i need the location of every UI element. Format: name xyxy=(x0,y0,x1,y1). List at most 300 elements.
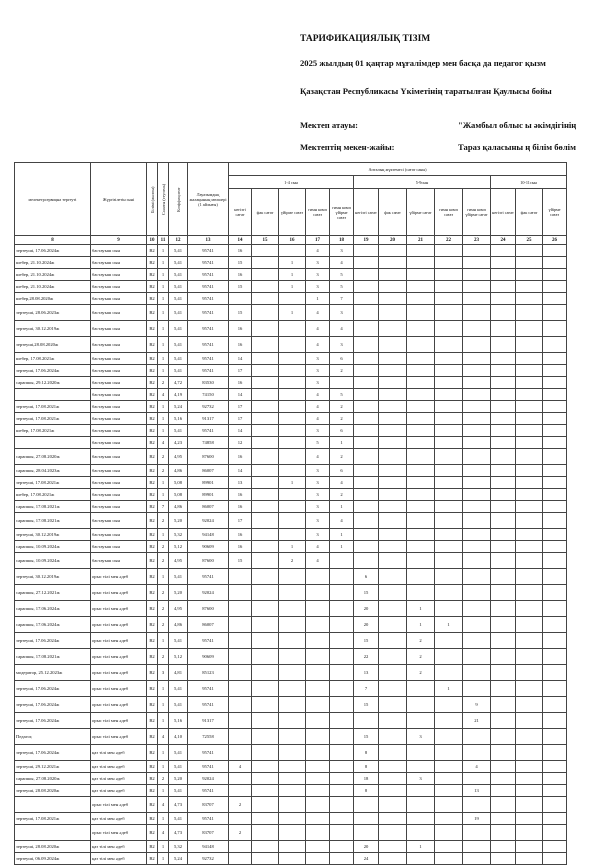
table-cell xyxy=(379,321,407,337)
table-cell: 5 xyxy=(330,389,354,401)
table-cell: 4,81 xyxy=(169,665,188,681)
table-cell xyxy=(491,601,516,617)
table-cell: 91317 xyxy=(188,713,229,729)
table-cell: 2 xyxy=(158,465,169,477)
table-cell xyxy=(463,321,491,337)
table-cell: 20 xyxy=(354,601,379,617)
table-cell xyxy=(354,437,379,449)
table-cell xyxy=(516,665,543,681)
table-cell xyxy=(354,825,379,841)
table-cell xyxy=(463,529,491,541)
table-cell: 7 xyxy=(158,501,169,513)
table-cell xyxy=(330,697,354,713)
table-cell xyxy=(252,257,279,269)
table-cell xyxy=(279,365,306,377)
table-cell xyxy=(379,365,407,377)
table-cell: бастауыш сын xyxy=(91,305,147,321)
col-header-salary: Лауазымдық жалақының мөлшері (1 айлығы) xyxy=(188,163,229,236)
table-row xyxy=(15,681,567,697)
table-cell: 15 xyxy=(354,697,379,713)
table-cell: 2 xyxy=(330,449,354,465)
table-cell: бастауыш сын xyxy=(91,353,147,365)
table-cell xyxy=(229,617,252,633)
table-cell xyxy=(435,437,463,449)
table-cell xyxy=(229,601,252,617)
table-cell xyxy=(306,649,330,665)
table-cell xyxy=(279,601,306,617)
table-cell xyxy=(543,853,567,865)
table-cell: 8 xyxy=(354,785,379,797)
column-number-row xyxy=(15,236,567,245)
table-cell: 1 xyxy=(158,337,169,353)
table-cell xyxy=(379,401,407,413)
table-cell xyxy=(306,745,330,761)
table-cell xyxy=(407,797,435,813)
table-cell xyxy=(354,553,379,569)
table-cell: 5,41 xyxy=(169,813,188,825)
table-cell xyxy=(252,413,279,425)
table-cell: 15 xyxy=(354,633,379,649)
table-cell: 7 xyxy=(330,293,354,305)
table-cell: қаз тілі мен әдеб xyxy=(91,813,147,825)
table-cell: 1 xyxy=(158,365,169,377)
table-cell xyxy=(379,513,407,529)
table-cell xyxy=(543,501,567,513)
table-cell xyxy=(252,541,279,553)
table-cell: 1 xyxy=(279,257,306,269)
table-cell: 89901 xyxy=(188,477,229,489)
table-cell xyxy=(435,321,463,337)
table-cell: 95741 xyxy=(188,681,229,697)
table-cell xyxy=(491,337,516,353)
table-cell: 3 xyxy=(158,665,169,681)
table-cell xyxy=(252,245,279,257)
table-cell: 17 xyxy=(229,401,252,413)
table-cell xyxy=(229,569,252,585)
col-header-subject: Жүргізілетін пәні xyxy=(91,163,147,236)
table-row xyxy=(15,401,567,413)
table-cell: бастауыш сын xyxy=(91,437,147,449)
table-cell xyxy=(330,797,354,813)
table-cell xyxy=(379,633,407,649)
table-cell: 14 xyxy=(229,389,252,401)
table-cell xyxy=(491,513,516,529)
table-cell: 85123 xyxy=(188,665,229,681)
table-cell: 4 xyxy=(158,825,169,841)
table-cell: 16 xyxy=(229,449,252,465)
table-cell xyxy=(516,785,543,797)
table-cell: 1 xyxy=(279,281,306,293)
table-cell: 20 xyxy=(354,617,379,633)
table-cell xyxy=(306,761,330,773)
table-cell xyxy=(354,353,379,365)
table-cell: 5,41 xyxy=(169,257,188,269)
table-cell xyxy=(435,797,463,813)
table-cell xyxy=(435,541,463,553)
table-cell: В2 xyxy=(147,413,158,425)
table-cell: В2 xyxy=(147,665,158,681)
table-cell: 13 xyxy=(463,785,491,797)
table-cell xyxy=(516,437,543,449)
table-cell xyxy=(463,841,491,853)
table-cell: зертеуші, 30.12.2019ж xyxy=(15,321,91,337)
table-row xyxy=(15,321,567,337)
table-cell: В2 xyxy=(147,353,158,365)
table-row xyxy=(15,365,567,377)
table-cell: зертеуші, 30.12.2019ж xyxy=(15,529,91,541)
table-cell: зертеуші, 17.06.2024ж xyxy=(15,745,91,761)
table-cell: 4 xyxy=(158,797,169,813)
table-cell xyxy=(463,601,491,617)
table-cell xyxy=(330,569,354,585)
table-cell xyxy=(252,813,279,825)
table-cell: 5,41 xyxy=(169,633,188,649)
table-row xyxy=(15,841,567,853)
table-cell: зертеуші, 17.08.2021ж xyxy=(15,401,91,413)
table-cell xyxy=(407,697,435,713)
table-cell: 1 xyxy=(158,745,169,761)
table-cell xyxy=(279,585,306,601)
table-row xyxy=(15,337,567,353)
table-cell xyxy=(543,697,567,713)
table-cell: 4 xyxy=(158,389,169,401)
table-cell: 4 xyxy=(306,321,330,337)
table-cell: 1 xyxy=(158,761,169,773)
table-cell: 4 xyxy=(158,437,169,449)
table-cell xyxy=(252,797,279,813)
table-cell xyxy=(491,401,516,413)
table-cell xyxy=(435,745,463,761)
table-cell xyxy=(516,465,543,477)
table-cell xyxy=(330,729,354,745)
table-cell xyxy=(279,697,306,713)
table-cell xyxy=(407,449,435,465)
table-cell xyxy=(543,489,567,501)
table-cell xyxy=(252,281,279,293)
table-cell xyxy=(435,713,463,729)
table-cell: В2 xyxy=(147,449,158,465)
table-cell xyxy=(330,761,354,773)
table-cell xyxy=(252,729,279,745)
table-cell: бастауыш сын xyxy=(91,377,147,389)
table-cell: орыс тілі мен әдеб xyxy=(91,569,147,585)
table-cell xyxy=(407,269,435,281)
table-cell: орыс тілі мен әдеб xyxy=(91,601,147,617)
table-cell xyxy=(463,257,491,269)
table-cell xyxy=(354,713,379,729)
table-row xyxy=(15,529,567,541)
table-body xyxy=(15,163,567,865)
table-cell xyxy=(543,601,567,617)
table-cell: орыс тілі мен әдеб xyxy=(91,585,147,601)
table-cell xyxy=(252,377,279,389)
table-cell: зертеуші, 17.06.2024ж xyxy=(15,365,91,377)
table-cell: 72558 xyxy=(188,729,229,745)
table-cell: 1 xyxy=(158,353,169,365)
table-cell xyxy=(516,413,543,425)
table-cell: 2 xyxy=(158,601,169,617)
table-cell: В2 xyxy=(147,633,158,649)
table-cell xyxy=(435,569,463,585)
table-cell xyxy=(516,541,543,553)
table-row xyxy=(15,697,567,713)
table-cell xyxy=(543,541,567,553)
table-cell xyxy=(543,257,567,269)
table-cell: сарапшы, 27.08.2020ж xyxy=(15,449,91,465)
table-cell: 15 xyxy=(354,585,379,601)
table-cell xyxy=(379,585,407,601)
table-cell xyxy=(379,813,407,825)
table-row xyxy=(15,553,567,569)
table-cell: В2 xyxy=(147,477,158,489)
table-cell: 14 xyxy=(229,465,252,477)
table-cell xyxy=(354,425,379,437)
table-cell xyxy=(379,281,407,293)
table-cell xyxy=(516,761,543,773)
table-cell: 1 xyxy=(158,269,169,281)
table-cell xyxy=(252,389,279,401)
table-cell xyxy=(463,825,491,841)
table-cell xyxy=(435,305,463,321)
table-cell xyxy=(435,389,463,401)
table-cell xyxy=(379,745,407,761)
table-cell: 2 xyxy=(407,649,435,665)
column-number: 12 xyxy=(169,236,188,245)
table-row xyxy=(15,601,567,617)
table-cell xyxy=(330,553,354,569)
table-cell: 3 xyxy=(306,465,330,477)
table-cell: В2 xyxy=(147,337,158,353)
table-cell xyxy=(252,853,279,865)
column-number: 24 xyxy=(491,236,516,245)
table-cell xyxy=(463,617,491,633)
table-cell: 2 xyxy=(158,377,169,389)
table-cell: 16 xyxy=(229,245,252,257)
table-cell xyxy=(491,729,516,745)
table-cell: 4 xyxy=(306,245,330,257)
table-cell: 86007 xyxy=(188,617,229,633)
table-cell: 3 xyxy=(306,501,330,513)
table-cell: 1 xyxy=(407,601,435,617)
table-row xyxy=(15,293,567,305)
table-cell: 15 xyxy=(229,553,252,569)
table-cell xyxy=(407,853,435,865)
table-cell xyxy=(435,697,463,713)
table-cell: 1 xyxy=(158,489,169,501)
table-cell xyxy=(543,729,567,745)
table-cell: 95741 xyxy=(188,245,229,257)
table-cell xyxy=(354,305,379,321)
table-cell xyxy=(543,841,567,853)
table-cell xyxy=(407,437,435,449)
table-cell: В2 xyxy=(147,649,158,665)
table-cell xyxy=(491,585,516,601)
table-cell: 17 xyxy=(229,365,252,377)
table-cell: В2 xyxy=(147,489,158,501)
table-cell: 95741 xyxy=(188,293,229,305)
table-cell xyxy=(379,269,407,281)
table-cell xyxy=(252,713,279,729)
table-cell: бастауыш сын xyxy=(91,477,147,489)
table-cell xyxy=(279,853,306,865)
table-cell: 14 xyxy=(229,353,252,365)
table-cell: 4,95 xyxy=(169,449,188,465)
sub-header-norm: негізгі сағат xyxy=(354,189,379,236)
table-cell xyxy=(463,337,491,353)
table-cell: сарапшы, 17.08.2021ж xyxy=(15,501,91,513)
table-cell: зертеуші, 28.08.2020ж xyxy=(15,785,91,797)
table-cell: 90609 xyxy=(188,541,229,553)
table-cell xyxy=(330,841,354,853)
sub-header-gim2: гимн комп үйірме сағат xyxy=(330,189,354,236)
table-cell xyxy=(229,633,252,649)
table-cell xyxy=(330,633,354,649)
table-cell: В2 xyxy=(147,529,158,541)
table-cell: 83707 xyxy=(188,825,229,841)
table-cell xyxy=(491,425,516,437)
column-number: 16 xyxy=(279,236,306,245)
table-cell: 5,41 xyxy=(169,305,188,321)
sub-header-norm: негізгі сағат xyxy=(229,189,252,236)
table-cell: 19 xyxy=(463,813,491,825)
table-cell xyxy=(491,321,516,337)
table-cell: 1 xyxy=(279,477,306,489)
table-cell xyxy=(279,773,306,785)
table-cell xyxy=(463,745,491,761)
table-cell xyxy=(252,785,279,797)
table-cell: орыс тілі мен әдеб xyxy=(91,681,147,697)
table-cell: 5,20 xyxy=(169,585,188,601)
table-cell xyxy=(543,365,567,377)
table-cell xyxy=(491,825,516,841)
table-cell xyxy=(516,425,543,437)
table-cell: 95741 xyxy=(188,257,229,269)
table-cell xyxy=(435,841,463,853)
table-cell xyxy=(306,585,330,601)
table-cell xyxy=(407,425,435,437)
table-cell: 2 xyxy=(158,585,169,601)
table-cell xyxy=(306,617,330,633)
table-cell xyxy=(279,841,306,853)
table-cell xyxy=(491,541,516,553)
table-cell xyxy=(407,465,435,477)
table-cell: В2 xyxy=(147,401,158,413)
table-cell xyxy=(543,401,567,413)
table-cell: 3 xyxy=(330,305,354,321)
table-cell xyxy=(306,813,330,825)
table-cell xyxy=(516,401,543,413)
table-row xyxy=(15,501,567,513)
table-cell xyxy=(379,541,407,553)
table-cell xyxy=(491,553,516,569)
table-cell: зертеуші, 17.06.2024ж xyxy=(15,681,91,697)
table-cell: 95741 xyxy=(188,321,229,337)
table-row xyxy=(15,541,567,553)
table-cell xyxy=(379,761,407,773)
table-cell: 5,24 xyxy=(169,853,188,865)
table-cell: 95741 xyxy=(188,813,229,825)
table-row xyxy=(15,489,567,501)
table-cell: 16 xyxy=(229,337,252,353)
table-cell: орыс тілі мен әдеб xyxy=(91,649,147,665)
table-cell xyxy=(279,665,306,681)
table-cell xyxy=(330,377,354,389)
table-cell: 5,24 xyxy=(169,401,188,413)
table-cell: В2 xyxy=(147,281,158,293)
table-cell: 1 xyxy=(158,425,169,437)
table-cell xyxy=(543,529,567,541)
table-cell: 1 xyxy=(330,541,354,553)
table-cell: 8 xyxy=(354,745,379,761)
table-cell xyxy=(407,681,435,697)
table-cell: 3 xyxy=(306,365,330,377)
table-cell xyxy=(330,681,354,697)
table-cell: сарапшы, 27.08.2020ж xyxy=(15,773,91,785)
column-number: 18 xyxy=(330,236,354,245)
table-cell xyxy=(543,269,567,281)
table-cell: 2 xyxy=(229,825,252,841)
table-cell xyxy=(543,761,567,773)
table-cell xyxy=(252,269,279,281)
table-cell xyxy=(379,665,407,681)
table-cell xyxy=(252,761,279,773)
table-cell xyxy=(15,437,91,449)
table-cell xyxy=(491,269,516,281)
table-cell xyxy=(252,477,279,489)
table-cell: 4 xyxy=(306,553,330,569)
table-cell: В2 xyxy=(147,729,158,745)
table-cell xyxy=(491,633,516,649)
table-cell xyxy=(379,293,407,305)
table-cell: 3 xyxy=(306,477,330,489)
table-cell: 4 xyxy=(306,541,330,553)
column-number: 21 xyxy=(407,236,435,245)
table-cell xyxy=(306,773,330,785)
sub-header-gim: гимн комп сағат xyxy=(435,189,463,236)
table-cell xyxy=(279,761,306,773)
table-cell xyxy=(543,553,567,569)
table-cell: сарапшы, 29.12.2020ж xyxy=(15,377,91,389)
table-cell xyxy=(435,853,463,865)
table-cell xyxy=(463,665,491,681)
table-cell xyxy=(463,377,491,389)
sub-header-uy: үйірме сағат xyxy=(279,189,306,236)
table-cell xyxy=(379,601,407,617)
table-cell xyxy=(306,841,330,853)
table-cell xyxy=(279,465,306,477)
table-cell: 5,41 xyxy=(169,697,188,713)
table-cell: В2 xyxy=(147,425,158,437)
table-cell xyxy=(463,681,491,697)
table-cell xyxy=(379,257,407,269)
table-cell xyxy=(463,797,491,813)
table-cell xyxy=(279,501,306,513)
table-cell: 4,73 xyxy=(169,797,188,813)
table-cell: 5,41 xyxy=(169,281,188,293)
table-cell xyxy=(435,773,463,785)
column-number: 19 xyxy=(354,236,379,245)
col-header-grades-10-11: 10-11сын xyxy=(491,176,567,189)
table-cell xyxy=(407,389,435,401)
table-cell xyxy=(435,377,463,389)
sub-header-norm: негізгі сағат xyxy=(491,189,516,236)
table-cell: 5,41 xyxy=(169,365,188,377)
table-cell xyxy=(407,513,435,529)
table-cell xyxy=(543,569,567,585)
table-cell xyxy=(463,649,491,665)
table-cell xyxy=(435,477,463,489)
table-cell xyxy=(354,813,379,825)
